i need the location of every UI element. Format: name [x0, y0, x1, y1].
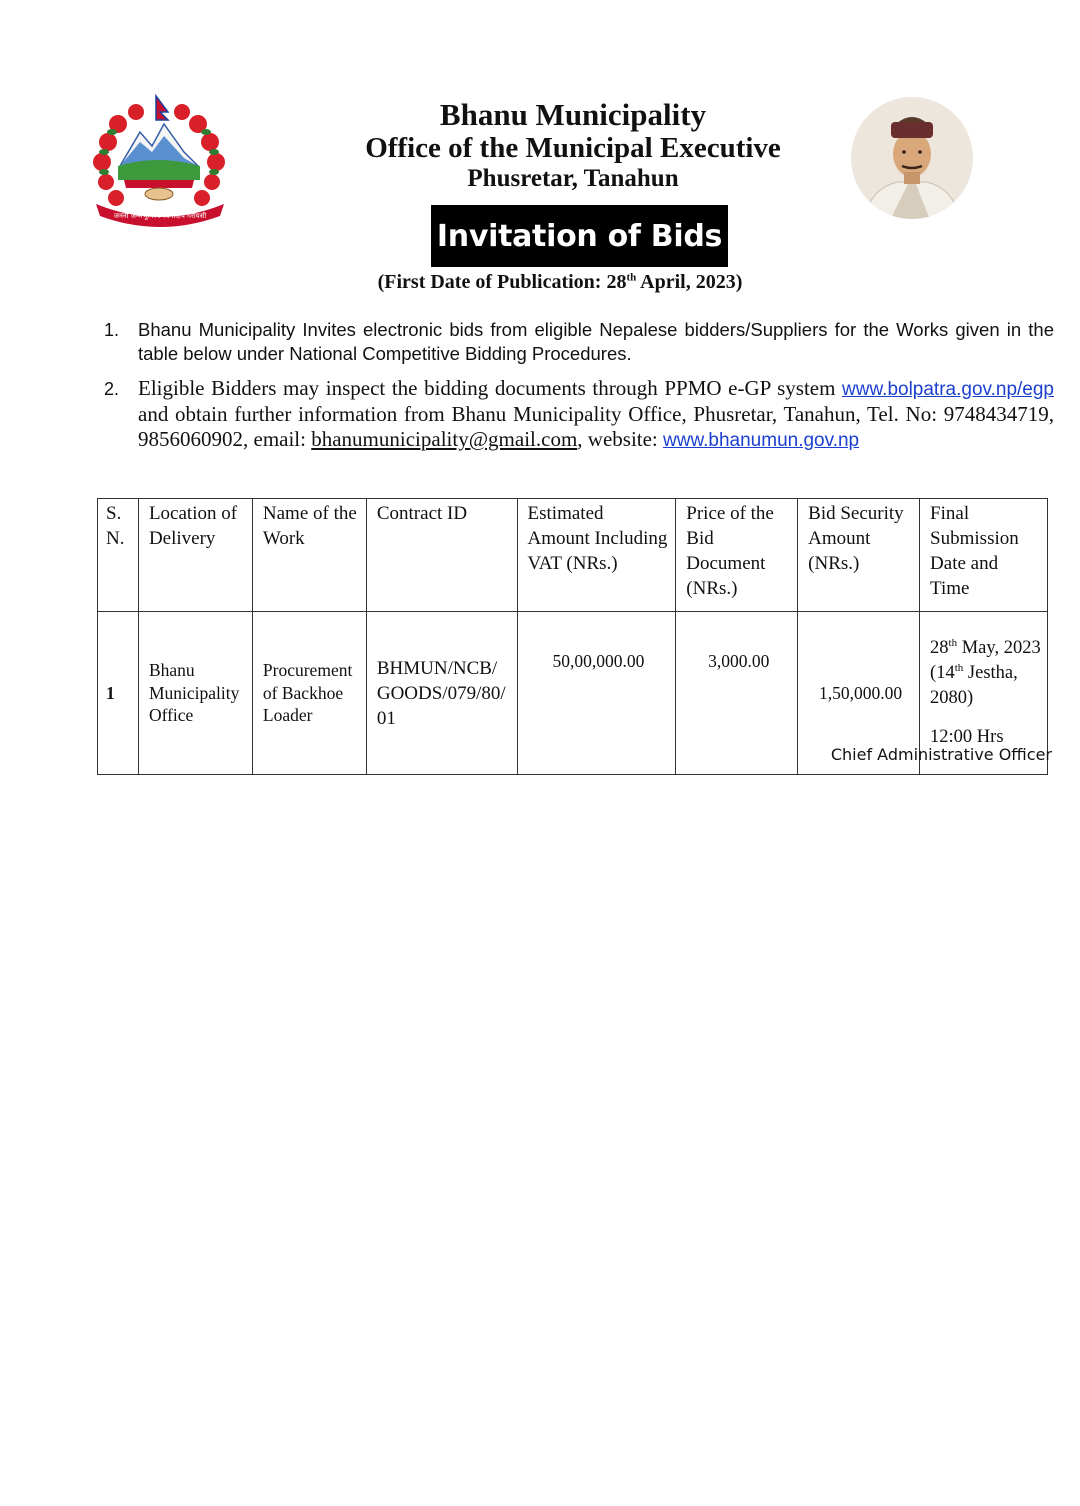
- cell-estimated-amount: 50,00,000.00: [517, 612, 676, 775]
- email-link[interactable]: bhanumunicipality@gmail.com: [311, 427, 578, 451]
- notice-items: [104, 318, 1054, 453]
- letterhead: [300, 98, 846, 194]
- cell-sn: 1: [98, 612, 139, 775]
- office-location: Phusretar, Tanahun: [467, 165, 679, 192]
- nepal-emblem-logo: [88, 94, 232, 234]
- bhanubhakta-portrait-image: [850, 96, 974, 220]
- header-cell: Location of Delivery: [138, 499, 252, 612]
- cell-contract-id: BHMUN/NCB/GOODS/079/80/01: [366, 612, 517, 775]
- notice-item-1: [104, 318, 1054, 366]
- header-cell: Estimated Amount Including VAT (NRs.): [517, 499, 676, 612]
- notice-item-2: [104, 376, 1054, 453]
- cell-bid-doc-price: 3,000.00: [676, 612, 798, 775]
- header-cell: Price of the Bid Document (NRs.): [676, 499, 798, 612]
- cell-work: Procurement of Backhoe Loader: [252, 612, 366, 775]
- cell-deadline: 28th May, 2023 (14th Jestha, 2080) 12:00 Hrs: [920, 612, 1048, 775]
- cell-deadline-time: 12:00 Hrs: [930, 727, 1004, 747]
- notice-title-banner: Invitation of Bids: [431, 205, 728, 267]
- bids-table: [97, 498, 1048, 775]
- table-header-row: [98, 499, 1048, 612]
- cell-location: Bhanu Municipality Office: [138, 612, 252, 775]
- publication-date: (First Date of Publication: 28th April, 2023): [377, 271, 743, 293]
- item-text: Bhanu Municipality Invites electronic bids from eligible Nepalese bidders/Suppliers for the Works given in the table below under National Competitive Bidding Procedures.: [138, 319, 1054, 364]
- header-cell: Name of the Work: [252, 499, 366, 612]
- header-cell: Final Submission Date and Time: [920, 499, 1048, 612]
- municipality-name: Bhanu Municipality: [439, 97, 707, 132]
- header-cell: S. N.: [98, 499, 139, 612]
- item-text: Eligible Bidders may inspect the bidding documents through PPMO e-GP system www.bolpatra.gov.np/egp and obtain further information from Bhanu Municipality Office, Phusretar, Tanahun, Tel. No: 9748434719, 9856060902, email: bhanumunicipality@gmail.com, website: www.bhanumun.gov.np: [138, 376, 1054, 451]
- signatory: Chief Administrative Officer: [830, 745, 1052, 764]
- header-cell: Contract ID: [366, 499, 517, 612]
- item-number: 1.: [104, 320, 120, 340]
- egp-link[interactable]: www.bolpatra.gov.np/egp: [842, 379, 1054, 400]
- emblem-motto: जननी जन्मभूमिश्च स्वर्गादपि गरीयसी: [113, 212, 207, 220]
- website-link[interactable]: www.bhanumun.gov.np: [663, 430, 860, 451]
- header-cell: Bid Security Amount (NRs.): [798, 499, 920, 612]
- cell-bid-security: 1,50,000.00: [798, 612, 920, 775]
- office-name: Office of the Municipal Executive: [365, 132, 781, 164]
- item-number: 2.: [104, 379, 120, 399]
